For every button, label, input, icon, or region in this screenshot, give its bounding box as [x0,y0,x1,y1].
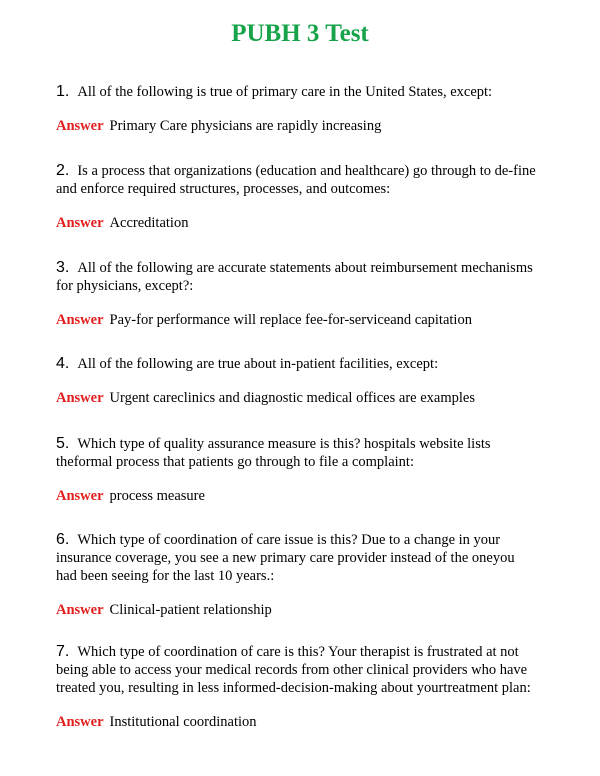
answer-line [56,601,536,619]
question-block-2 [56,162,536,232]
answer-label: Answer [56,488,104,504]
answer-text: process measure [109,488,205,504]
answer-text: Pay-for performance will replace fee-for-serviceand capitation [109,312,472,328]
question-block-3 [56,259,536,329]
question-number: 1. [56,83,70,100]
answer-line [56,311,536,329]
question-number: 5. [56,435,70,452]
page-title: PUBH 3 Test [231,20,369,47]
question-body: All of the following are true about in-patient facilities, except: [77,356,439,372]
question-number: 7. [56,643,70,660]
question-number: 2. [56,162,70,179]
answer-label: Answer [56,215,104,231]
answer-line [56,214,536,232]
answer-label: Answer [56,118,104,134]
question-body: All of the following is true of primary care in the United States, except: [77,84,493,100]
question-body: Which type of coordination of care issue is this? Due to a change in your insurance coverage, you see a new primary care provider instead of the oneyou had been seeing for the last 10 years.: [56,532,515,584]
answer-label: Answer [56,312,104,328]
question-body: Which type of quality assurance measure is this? hospitals website lists theformal process that patients go through to file a complaint: [56,436,491,470]
question-text [56,643,536,697]
question-text [56,355,536,373]
answer-line [56,713,536,731]
question-body: Which type of coordination of care is this? Your therapist is frustrated at not being able to access your medical records from other clinical providers who have treated you, resulting in less informed-decision-making about yourtreatment plan: [56,644,531,696]
answer-text: Clinical-patient relationship [109,602,272,618]
answer-label: Answer [56,714,104,730]
answer-text: Institutional coordination [109,714,257,730]
question-block-7 [56,643,536,731]
question-text [56,162,536,198]
question-block-5 [56,435,536,505]
answer-text: Primary Care physicians are rapidly increasing [109,118,382,134]
answer-text: Accreditation [109,215,189,231]
question-block-6 [56,531,536,619]
answer-line [56,487,536,505]
question-text [56,259,536,295]
question-number: 4. [56,355,70,372]
question-block-1 [56,83,536,135]
answer-line [56,117,536,135]
question-text [56,531,536,585]
question-text [56,435,536,471]
answer-label: Answer [56,602,104,618]
question-text [56,83,536,101]
question-block-4 [56,355,536,407]
question-body: All of the following are accurate statements about reimbursement mechanisms for physicians, except?: [56,260,533,294]
answer-label: Answer [56,390,104,406]
answer-line [56,389,536,407]
question-number: 3. [56,259,70,276]
answer-text: Urgent careclinics and diagnostic medical offices are examples [109,390,475,406]
question-body: Is a process that organizations (education and healthcare) go through to de-fine and enforce required structures, processes, and outcomes: [56,163,536,197]
question-number: 6. [56,531,70,548]
